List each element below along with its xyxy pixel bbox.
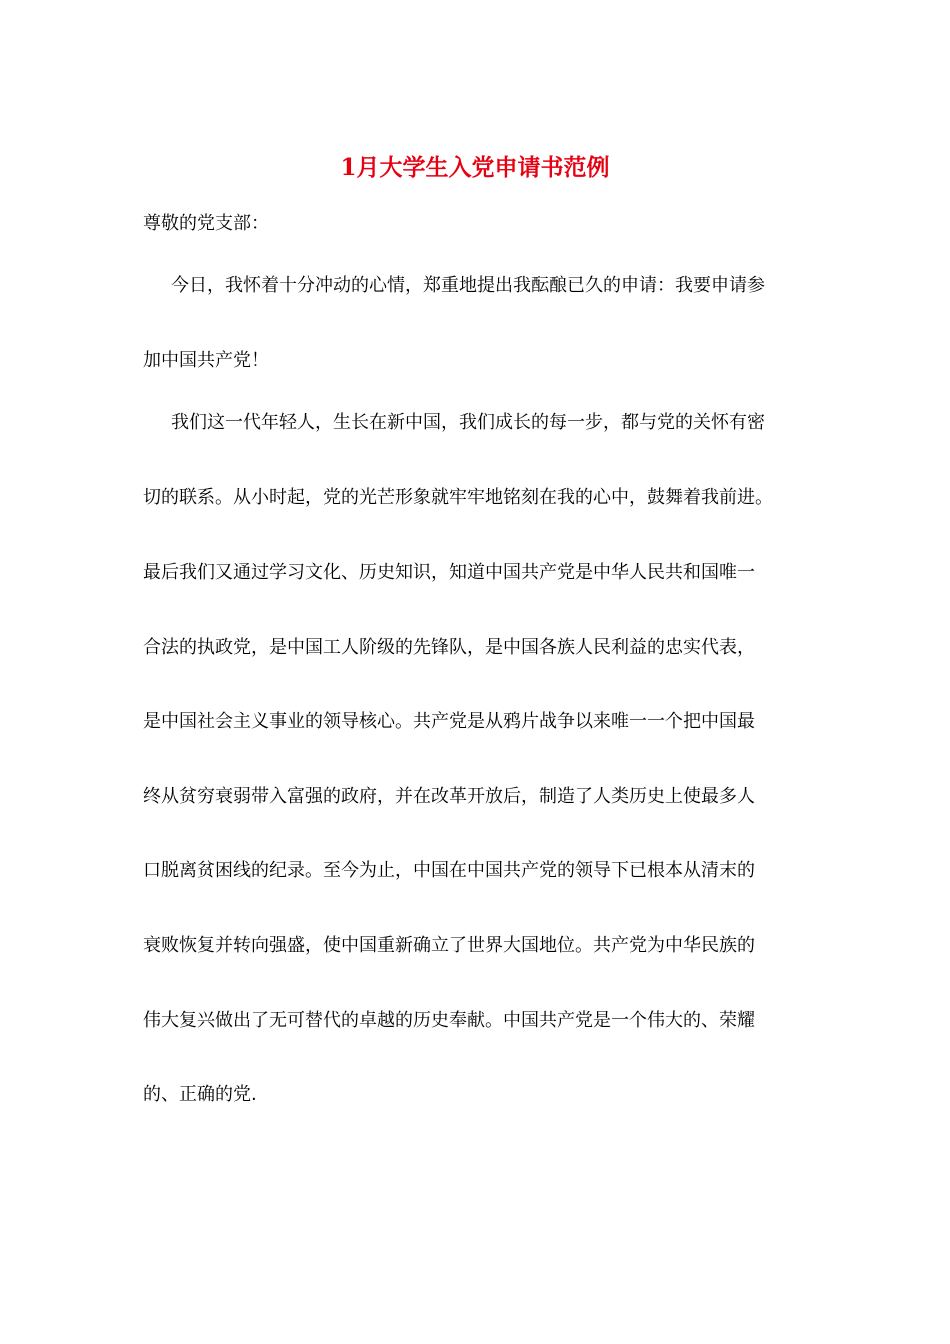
body-line: 今日，我怀着十分冲动的心情，郑重地提出我酝酿已久的申请：我要申请参 xyxy=(171,275,765,296)
body-line: 切的联系。从小时起，党的光芒形象就牢牢地铭刻在我的心中，鼓舞着我前进。 xyxy=(143,487,773,508)
body-line: 加中国共产党！ xyxy=(143,350,269,371)
body-line: 合法的执政党，是中国工人阶级的先锋队，是中国各族人民利益的忠实代表， xyxy=(143,637,755,658)
body-line: 口脱离贫困线的纪录。至今为止，中国在中国共产党的领导下已根本从清末的 xyxy=(143,860,755,881)
body-line: 是中国社会主义事业的领导核心。共产党是从鸦片战争以来唯一一个把中国最 xyxy=(143,711,755,732)
body-line: 终从贫穷衰弱带入富强的政府，并在改革开放后，制造了人类历史上使最多人 xyxy=(143,786,755,807)
body-line: 的、正确的党. xyxy=(143,1084,257,1105)
body-line: 衰败恢复并转向强盛，使中国重新确立了世界大国地位。共产党为中华民族的 xyxy=(143,935,755,956)
document-title: 1月大学生入党申请书范例 xyxy=(340,154,610,181)
body-line: 伟大复兴做出了无可替代的卓越的历史奉献。中国共产党是一个伟大的、荣耀 xyxy=(143,1010,755,1031)
body-line: 最后我们又通过学习文化、历史知识，知道中国共产党是中华人民共和国唯一 xyxy=(143,562,755,583)
body-line: 我们这一代年轻人，生长在新中国，我们成长的每一步，都与党的关怀有密 xyxy=(171,412,765,433)
salutation: 尊敬的党支部： xyxy=(143,213,269,234)
